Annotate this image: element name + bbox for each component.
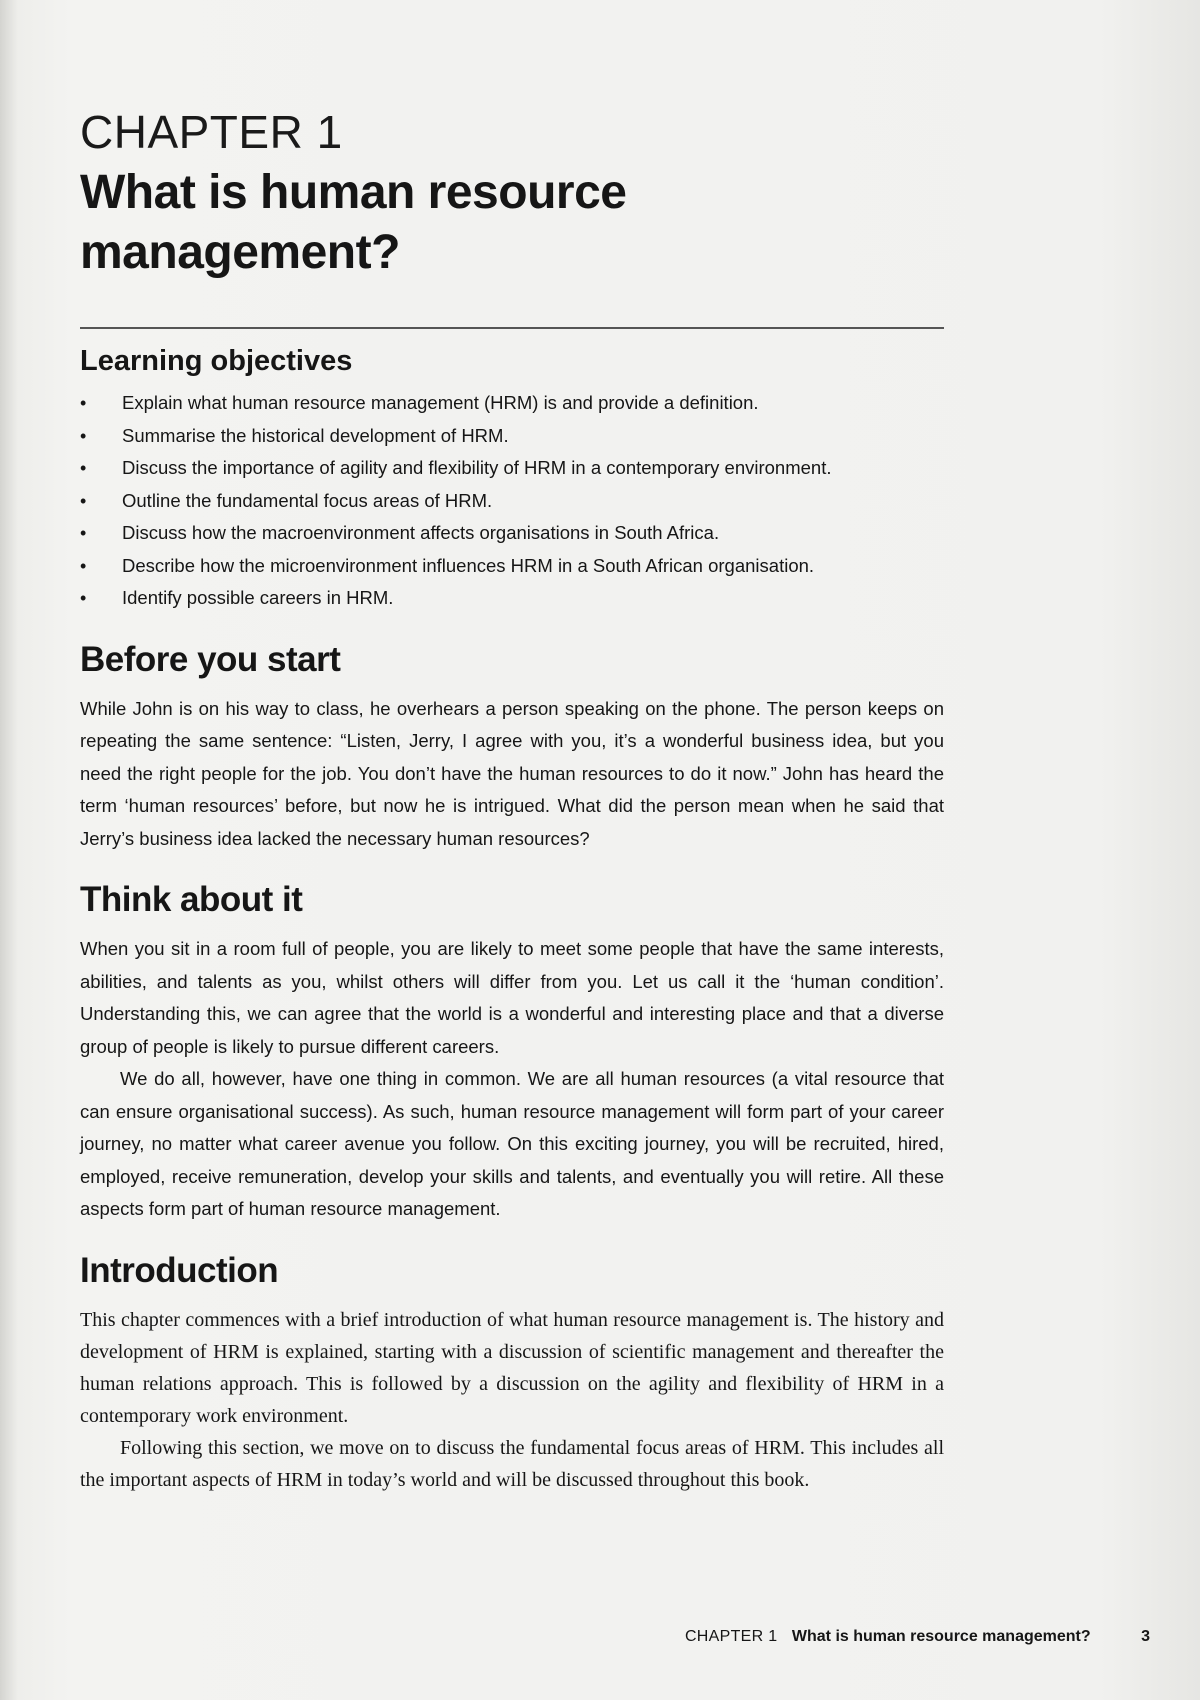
- bullet-icon: •: [80, 588, 87, 608]
- footer-chapter-label: CHAPTER 1: [684, 1628, 778, 1645]
- objective-item: [80, 517, 944, 550]
- page-content: [80, 105, 944, 1496]
- bullet-icon: •: [80, 555, 87, 576]
- objective-text: Explain what human resource management (HRM) is and provide a definition.: [122, 392, 759, 413]
- bullet-icon: •: [80, 490, 87, 511]
- objective-item: [80, 387, 944, 420]
- learning-objectives-list: [80, 387, 944, 615]
- before-you-start-paragraph: While John is on his way to class, he overhears a person speaking on the phone. The person keeps on repeating the same sentence: “Listen, Jerry, I agree with you, it’s a wonderful business idea, but you need the right people for the job. You don’t have the human resources to do it now.” John has heard the term ‘human resources’ before, but now he is intrigued. What did the person mean when he said that Jerry’s business idea lacked the necessary human resources?: [80, 697, 944, 849]
- before-you-start-heading: Before you start: [80, 639, 341, 679]
- objective-item: [80, 452, 944, 485]
- bullet-icon: •: [80, 425, 87, 446]
- objective-item: [80, 420, 944, 453]
- page-footer: [685, 1628, 1150, 1646]
- introduction-paragraph: Following this section, we move on to discuss the fundamental focus areas of HRM. This includes all the important aspects of HRM in today’s world and will be discussed throughout this book.: [80, 1436, 944, 1491]
- bullet-icon: •: [80, 458, 87, 478]
- think-about-it-paragraph: When you sit in a room full of people, you are likely to meet some people that have the same interests, abilities, and talents as you, whilst others will differ from you. Let us call it the ‘human condition’. Understanding this, we can agree that the world is a wonderful and interesting place and that a diverse group of people is likely to pursue different careers.: [80, 938, 944, 1057]
- objective-item: [80, 485, 944, 518]
- title-divider: [80, 327, 944, 329]
- bullet-icon: •: [80, 393, 87, 413]
- page-number: 3: [1141, 1628, 1150, 1645]
- objective-text: Discuss the importance of agility and flexibility of HRM in a contemporary environment.: [122, 457, 832, 478]
- objective-text: Outline the fundamental focus areas of HRM.: [122, 489, 493, 511]
- introduction-paragraph: This chapter commences with a brief introduction of what human resource management is. The history and development of HRM is explained, starting with a discussion of scientific management and thereafter the human relations approach. This is followed by a discussion on the agility and flexibility of HRM in a contemporary work environment.: [80, 1308, 944, 1427]
- chapter-label: CHAPTER 1: [80, 106, 343, 158]
- introduction-heading: Introduction: [80, 1250, 279, 1290]
- think-about-it-paragraph: We do all, however, have one thing in common. We are all human resources (a vital resource that can ensure organisational success). As such, human resource management will form part of your career journey, no matter what career avenue you follow. On this exciting journey, you will be recruited, hired, employed, receive remuneration, develop your skills and talents, and eventually you will retire. All these aspects form part of human resource management.: [80, 1068, 944, 1219]
- learning-objectives-heading: Learning objectives: [80, 345, 353, 377]
- think-about-it-heading: Think about it: [80, 880, 303, 919]
- objective-item: [80, 550, 944, 583]
- objective-item: [80, 582, 944, 615]
- bullet-icon: •: [80, 523, 87, 543]
- chapter-title: What is human resource management?: [80, 166, 627, 279]
- objective-text: Summarise the historical development of HRM.: [122, 424, 509, 446]
- objective-text: Describe how the microenvironment influences HRM in a South African organisation.: [122, 554, 815, 576]
- objective-text: Discuss how the macroenvironment affects organisations in South Africa.: [122, 522, 720, 543]
- footer-chapter-title: What is human resource management?: [791, 1628, 1091, 1645]
- objective-text: Identify possible careers in HRM.: [122, 587, 394, 608]
